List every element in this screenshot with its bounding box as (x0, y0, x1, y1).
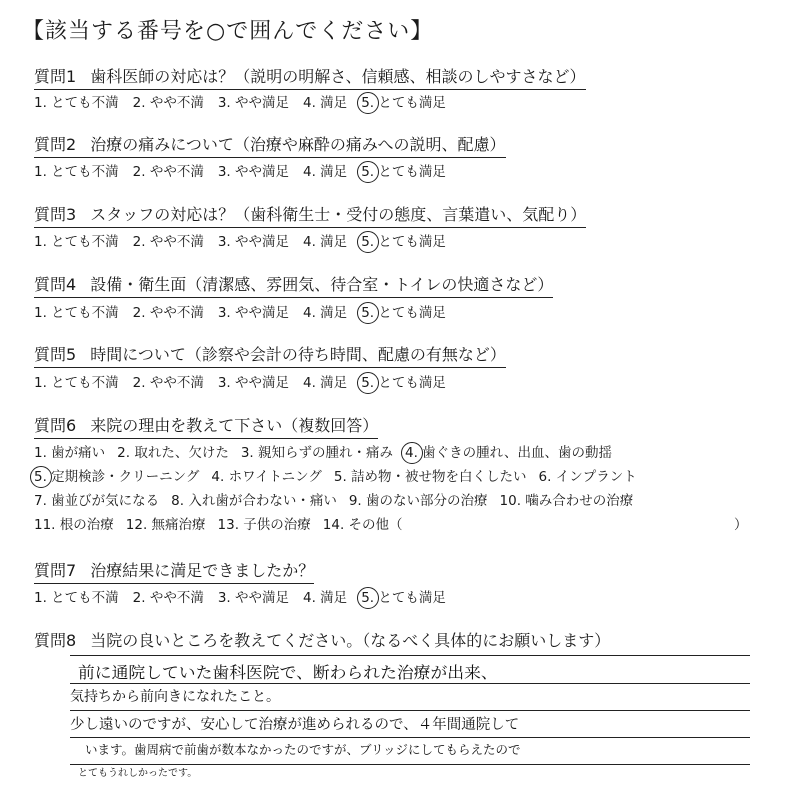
q7-option-4[interactable]: 4. 満足 (303, 590, 348, 606)
q1-option-1[interactable]: 1. とても不満 (34, 95, 119, 111)
q6-option-painless[interactable]: 12. 無痛治療 (125, 517, 206, 533)
q3-option-2[interactable]: 2. やや不満 (132, 234, 204, 250)
question-8-number: 質問8 (34, 631, 77, 650)
question-6-text: 来院の理由を教えて下さい（複数回答） (90, 416, 379, 435)
answer-rule-3 (70, 710, 750, 711)
question-7-number: 質問7 (34, 561, 77, 580)
answer-line-1: 前に通院していた歯科医院で、断わられた治療が出来、 (78, 663, 498, 682)
q6-option-alignment[interactable]: 7. 歯並びが気になる (34, 493, 160, 509)
q7-option-1[interactable]: 1. とても不満 (34, 590, 119, 606)
answer-line-3: 少し遠いのですが、安心して治療が進められるので、４年間通院して (70, 717, 520, 733)
q6-option-broken[interactable]: 2. 取れた、欠けた (117, 445, 229, 461)
question-2-text: 治療の痛みについて（治療や麻酔の痛みへの説明、配慮） (90, 135, 506, 154)
q1-option-2[interactable]: 2. やや不満 (132, 95, 204, 111)
q2-option-3[interactable]: 3. やや満足 (217, 164, 290, 180)
question-3-options (34, 232, 460, 252)
q3-option-3[interactable]: 3. やや満足 (217, 234, 290, 250)
question-7-options (34, 588, 460, 608)
q7-option-2[interactable]: 2. やや不満 (132, 590, 204, 606)
question-7-text: 治療結果に満足できましたか？ (90, 561, 315, 580)
q4-option-1[interactable]: 1. とても不満 (34, 305, 119, 321)
question-1 (34, 66, 586, 90)
q4-option-5-selected[interactable]: 5. とても満足 (361, 305, 446, 321)
q2-option-5-selected[interactable]: 5. とても満足 (361, 164, 446, 180)
question-7 (34, 560, 314, 584)
question-2 (34, 134, 506, 158)
question-6-number: 質問6 (34, 416, 77, 435)
question-5-options (34, 373, 460, 393)
question-4-options (34, 303, 460, 323)
q4-option-4[interactable]: 4. 満足 (303, 305, 348, 321)
q4-option-2[interactable]: 2. やや不満 (132, 305, 204, 321)
question-4-text: 設備・衛生面（清潔感、雰囲気、待合室・トイレの快適さなど） (90, 275, 554, 294)
q3-option-5-selected[interactable]: 5. とても満足 (361, 234, 446, 250)
q3-option-4[interactable]: 4. 満足 (303, 234, 348, 250)
q2-option-2[interactable]: 2. やや不満 (132, 164, 204, 180)
q6-option-white-fillings[interactable]: 5. 詰め物・被せ物を白くしたい (333, 469, 527, 485)
answer-rule-2 (70, 683, 750, 684)
question-6-row-1 (34, 443, 624, 463)
q6-option-other[interactable]: 14. その他（ (322, 517, 403, 533)
question-6-row-2 (34, 467, 649, 487)
answer-line-4: います。歯周病で前歯が数本なかったのですが、ブリッジにしてもらえたので (85, 742, 521, 757)
question-6-row-3 (34, 491, 645, 511)
question-4-number: 質問4 (34, 275, 77, 294)
question-6 (34, 415, 378, 439)
q5-option-1[interactable]: 1. とても不満 (34, 375, 119, 391)
question-6-row-4 (34, 515, 754, 535)
question-5-number: 質問5 (34, 345, 77, 364)
q6-option-checkup-selected[interactable]: 5. 定期検診・クリーニング (34, 469, 200, 485)
q1-option-5-selected[interactable]: 5. とても満足 (361, 95, 446, 111)
q5-option-2[interactable]: 2. やや不満 (132, 375, 204, 391)
q7-option-3[interactable]: 3. やや満足 (217, 590, 290, 606)
question-3-number: 質問3 (34, 205, 77, 224)
q3-option-1[interactable]: 1. とても不満 (34, 234, 119, 250)
question-1-text: 歯科医師の対応は？（説明の明解さ、信頼感、相談のしやすさなど） (90, 67, 586, 86)
q6-option-implant[interactable]: 6. インプラント (538, 469, 637, 485)
question-3-text: スタッフの対応は？（歯科衛生士・受付の態度、言葉遣い、気配り） (90, 205, 587, 224)
answer-rule-4 (70, 737, 750, 738)
answer-line-2: 気持ちから前向きになれたこと。 (70, 689, 280, 705)
q6-option-children[interactable]: 13. 子供の治療 (217, 517, 311, 533)
q6-option-root-canal[interactable]: 11. 根の治療 (34, 517, 114, 533)
question-8-text: 当院の良いところを教えてください。（なるべく具体的にお願いします） (90, 631, 611, 650)
q5-option-5-selected[interactable]: 5. とても満足 (361, 375, 446, 391)
question-1-number: 質問1 (34, 67, 77, 86)
q6-option-tooth-pain[interactable]: 1. 歯が痛い (34, 445, 106, 461)
q6-option-bite[interactable]: 10. 噛み合わせの治療 (499, 493, 634, 509)
question-2-options (34, 162, 460, 182)
q6-option-gum-swelling-selected[interactable]: 4. 歯ぐきの腫れ、出血、歯の動揺 (405, 445, 612, 461)
page-title: 【該当する番号を○で囲んでください】 (22, 19, 434, 44)
question-5 (34, 344, 506, 368)
q6-option-wisdom-tooth[interactable]: 3. 親知らずの腫れ・痛み (240, 445, 394, 461)
q6-option-missing-teeth[interactable]: 9. 歯のない部分の治療 (348, 493, 488, 509)
question-3 (34, 204, 586, 228)
q5-option-3[interactable]: 3. やや満足 (217, 375, 290, 391)
question-4 (34, 274, 553, 298)
answer-rule-1 (70, 655, 750, 656)
question-5-text: 時間について（診察や会計の待ち時間、配慮の有無など） (90, 345, 506, 364)
q1-option-4[interactable]: 4. 満足 (303, 95, 348, 111)
q2-option-1[interactable]: 1. とても不満 (34, 164, 119, 180)
q1-option-3[interactable]: 3. やや満足 (217, 95, 290, 111)
q6-other-close-paren: ） (734, 517, 748, 533)
q6-option-dentures[interactable]: 8. 入れ歯が合わない・痛い (171, 493, 337, 509)
question-2-number: 質問2 (34, 135, 77, 154)
question-1-options (34, 93, 460, 113)
q6-option-whitening[interactable]: 4. ホワイトニング (211, 469, 322, 485)
question-8 (34, 630, 610, 653)
q2-option-4[interactable]: 4. 満足 (303, 164, 348, 180)
q7-option-5-selected[interactable]: 5. とても満足 (361, 590, 446, 606)
answer-line-5: とてもうれしかったです。 (78, 768, 198, 779)
q4-option-3[interactable]: 3. やや満足 (217, 305, 290, 321)
q5-option-4[interactable]: 4. 満足 (303, 375, 348, 391)
